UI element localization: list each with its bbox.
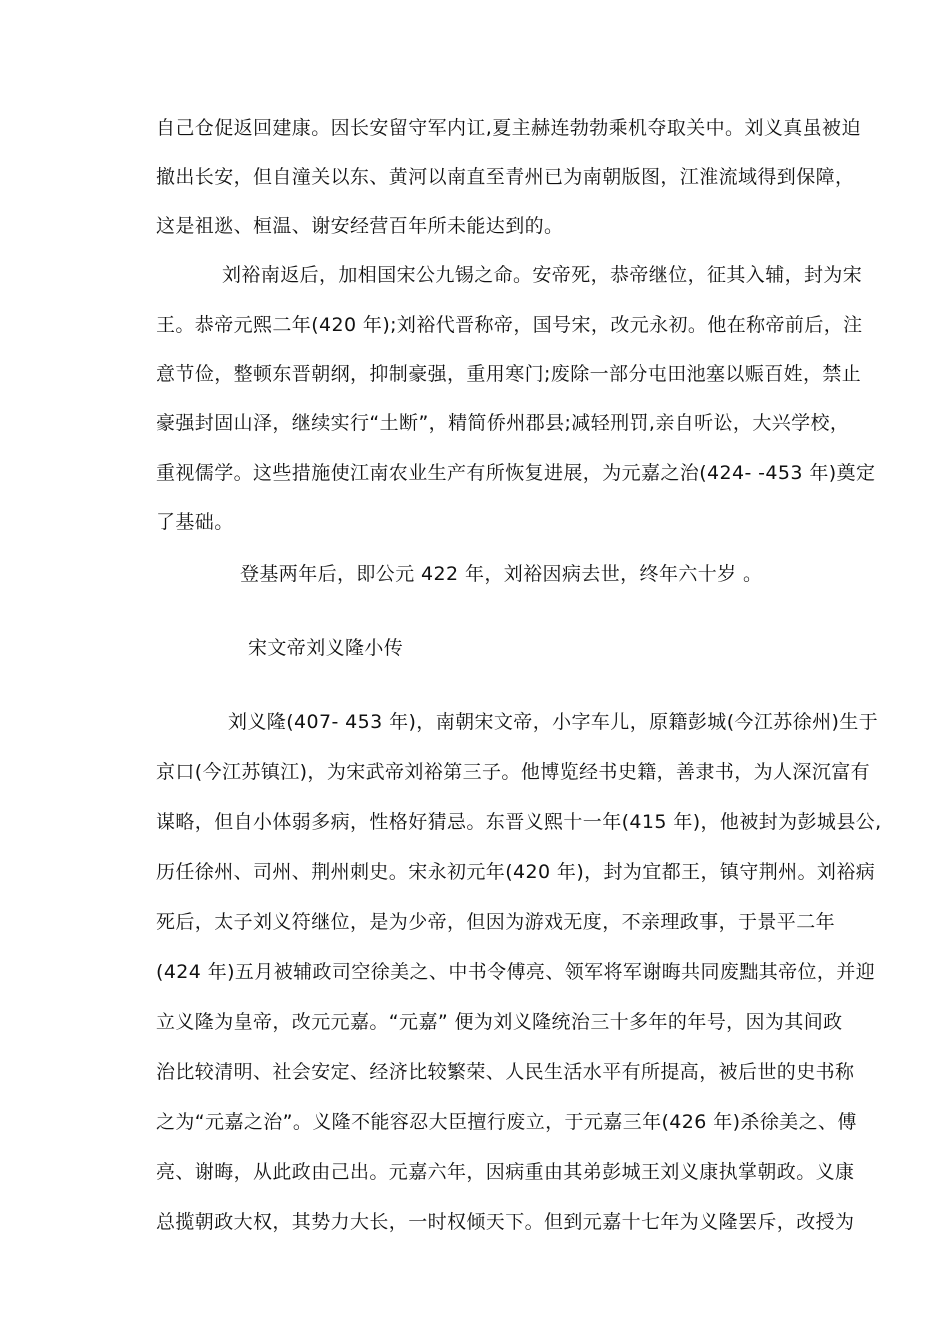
- paragraph-4-line-2: 京口(今江苏镇江)，为宋武帝刘裕第三子。他博览经书史籍，善隶书，为人深沉富有: [156, 761, 871, 783]
- paragraph-4-line-1: 刘义隆(407- 453 年)，南朝宋文帝，小字车儿，原籍彭城(今江苏徐州)生于: [228, 711, 879, 733]
- paragraph-2-line-6: 了基础。: [156, 511, 234, 533]
- paragraph-4-line-9: 之为“元嘉之治”。义隆不能容忍大臣擅行废立，于元嘉三年(426 年)杀徐美之、傅: [156, 1111, 857, 1133]
- paragraph-4-line-11: 总揽朝政大权，其势力大长，一时权倾天下。但到元嘉十七年为义隆罢斥，改授为: [156, 1211, 855, 1233]
- paragraph-4-line-8: 治比较清明、社会安定、经济比较繁荣、人民生活水平有所提高，被后世的史书称: [156, 1061, 855, 1083]
- paragraph-4-line-3: 谋略，但自小体弱多病，性格好猜忌。东晋义熙十一年(415 年)，他被封为彭城县公,: [156, 811, 882, 833]
- paragraph-4-line-7: 立义隆为皇帝，改元元嘉。“元嘉” 便为刘义隆统治三十多年的年号，因为其间政: [156, 1011, 843, 1033]
- paragraph-2-line-5: 重视儒学。这些措施使江南农业生产有所恢复进展，为元嘉之治(424- -453 年)奠定: [156, 462, 876, 484]
- paragraph-1-line-1: 自己仓促返回建康。因长安留守军内讧,夏主赫连勃勃乘机夺取关中。刘义真虽被迫: [156, 117, 861, 139]
- paragraph-2-line-4: 豪强封固山泽，继续实行“土断”，精简侨州郡县;减轻刑罚,亲自听讼，大兴学校，: [156, 412, 850, 434]
- paragraph-2-line-1: 刘裕南返后，加相国宋公九锡之命。安帝死，恭帝继位，征其入辅，封为宋: [222, 264, 863, 286]
- paragraph-4-line-6: (424 年)五月被辅政司空徐美之、中书令傅亮、领军将军谢晦共同废黜其帝位，并迎: [156, 961, 876, 983]
- paragraph-4-line-10: 亮、谢晦，从此政由己出。元嘉六年，因病重由其弟彭城王刘义康执掌朝政。义康: [156, 1161, 855, 1183]
- paragraph-1-line-2: 撤出长安，但自潼关以东、黄河以南直至青州已为南朝版图，江淮流域得到保障，: [156, 166, 855, 188]
- paragraph-4-line-5: 死后，太子刘义符继位，是为少帝，但因为游戏无度，不亲理政事，于景平二年: [156, 911, 836, 933]
- paragraph-3-line-1: 登基两年后，即公元 422 年，刘裕因病去世，终年六十岁 。: [240, 563, 763, 585]
- paragraph-2-line-2: 王。恭帝元熙二年(420 年);刘裕代晋称帝，国号宋，改元永初。他在称帝前后，注: [156, 314, 863, 336]
- paragraph-4-line-4: 历任徐州、司州、荆州刺史。宋永初元年(420 年)，封为宜都王，镇守荆州。刘裕病: [156, 861, 876, 883]
- paragraph-1-line-3: 这是祖逖、桓温、谢安经营百年所未能达到的。: [156, 215, 564, 237]
- section-heading: 宋文帝刘义隆小传: [248, 637, 404, 659]
- paragraph-2-line-3: 意节俭，整顿东晋朝纲，抑制豪强，重用寒门;废除一部分屯田池塞以赈百姓，禁止: [156, 363, 862, 385]
